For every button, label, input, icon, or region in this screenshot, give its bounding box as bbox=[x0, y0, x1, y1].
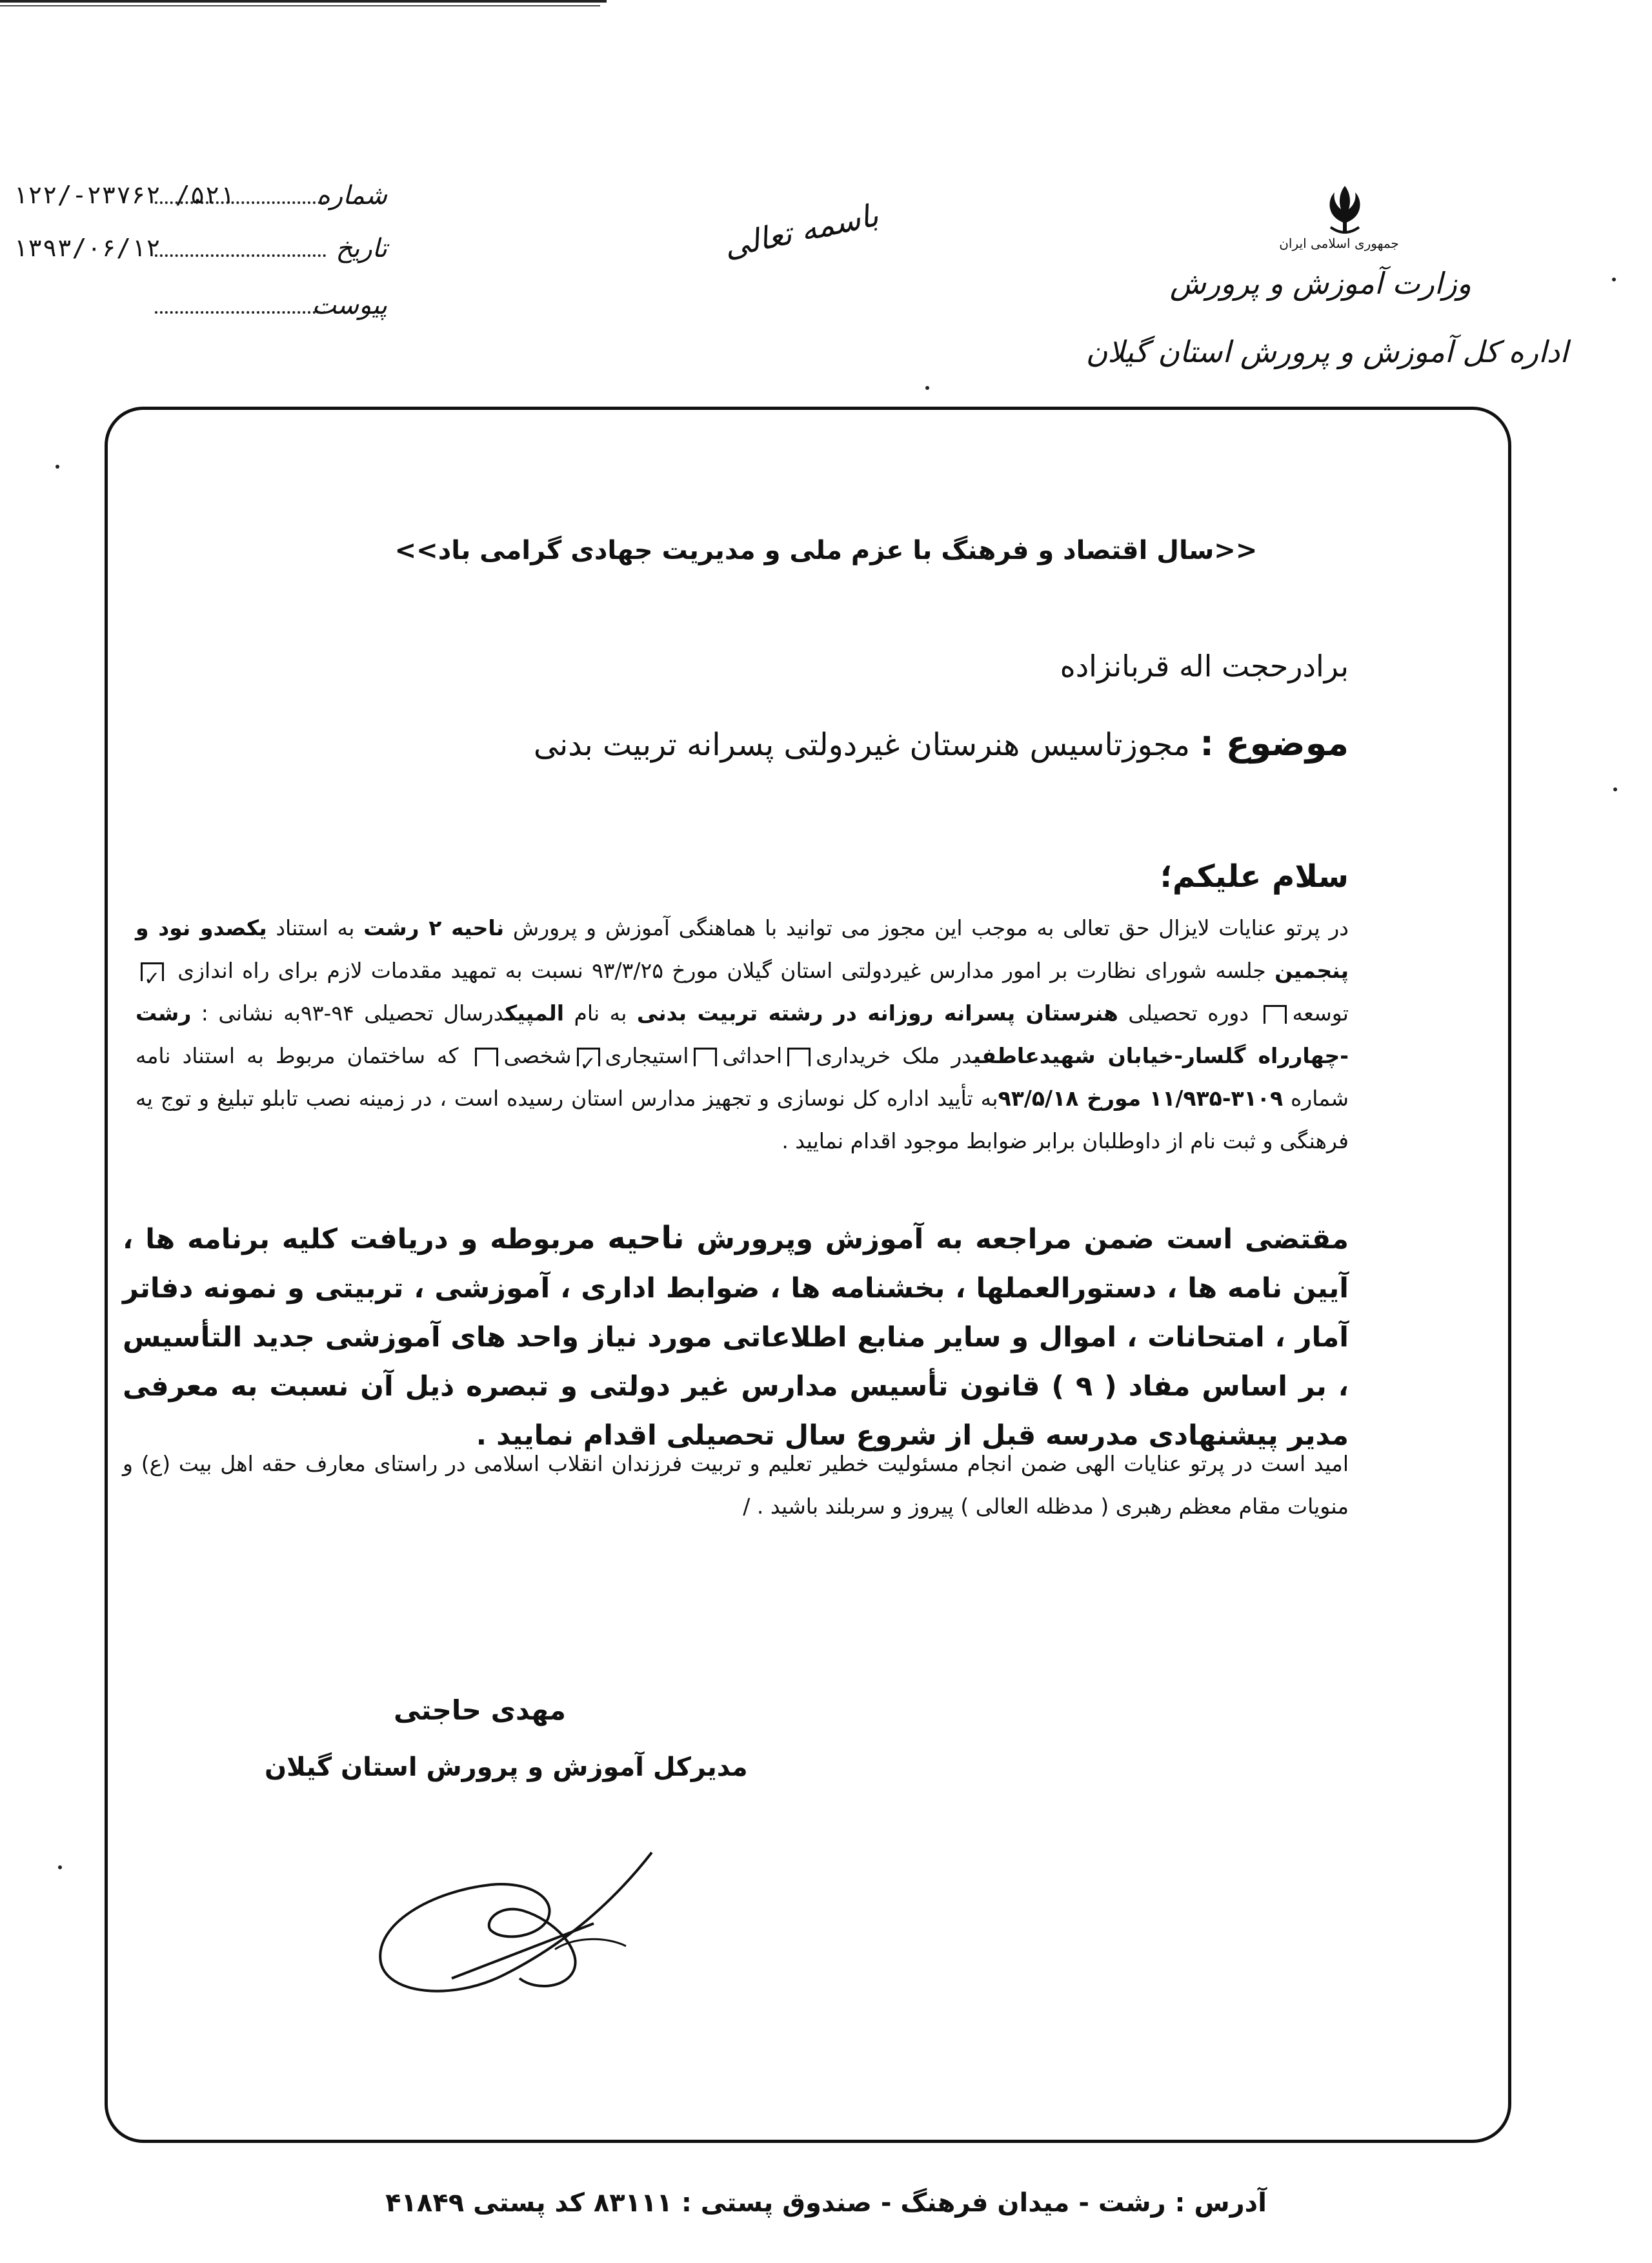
school-name: المپیک bbox=[505, 1000, 565, 1026]
checkbox-purchase bbox=[787, 1048, 811, 1066]
district-word: ناحیه bbox=[607, 1220, 685, 1256]
number-label: شماره bbox=[316, 181, 387, 210]
option-develop-label: توسعه bbox=[1292, 1000, 1349, 1026]
government-label: جمهوری اسلامی ایران bbox=[1279, 236, 1399, 251]
letter-date-field bbox=[13, 234, 387, 272]
session-ordinal: یکصدو نود و پنجمین bbox=[136, 915, 1349, 983]
option-rent-label: استیجاری bbox=[605, 1043, 689, 1068]
attachment-label: پیوست bbox=[312, 290, 387, 320]
signer-title: مدیرکل آموزش و پرورش استان گیلان bbox=[265, 1752, 748, 1782]
scan-speck bbox=[55, 465, 59, 469]
scan-speck bbox=[1613, 787, 1617, 791]
iran-emblem-icon bbox=[1322, 182, 1368, 240]
checkbox-personal bbox=[475, 1048, 498, 1066]
text-run: جلسه شورای نظارت بر امور مدارس غیردولتی استان گیلان مورخ ۹۳/۳/۲۵ نسبت به تمهید مقدمات لازم برای راه اندازی bbox=[169, 958, 1275, 983]
text-run: در ملک bbox=[891, 1043, 973, 1068]
date-label: تاریخ bbox=[336, 234, 387, 263]
bismillah: باسمه تعالی bbox=[720, 197, 881, 265]
ministry-name: وزارت آموزش و پرورش bbox=[1169, 266, 1471, 301]
footer-address: آدرس : رشت - میدان فرهنگ - صندوق پستی : ۸۳۱۱۱ کد پستی ۴۱۸۴۹ bbox=[385, 2188, 1267, 2218]
checkbox-develop bbox=[1264, 1005, 1287, 1024]
paragraph-3: امید است در پرتو عنایات الهی ضمن انجام مسئولیت خطیر تعلیم و تربیت فرزندان انقلاب اسلامی در راستای معارف حقه اهل بیت (ع) و منویات مقام معظم رهبری ( مدظله العالی ) پیروز و سربلند باشید . / bbox=[123, 1451, 1349, 1519]
text-run: مربوطه و دریافت کلیه برنامه ها ، آیین نامه ها ، دستورالعملها ، بخشنامه ها ، ضوابط اداری ، آموزشی ، تربیتی و نمونه دفاتر آمار ، امتحانات ، اموال و سایر منابع اطلاعاتی مورد نیاز واحد های آموزشی جدید التأسیس ، بر اساس مفاد ( ۹ ) قانون تأسیس مدارس غیر دولتی و تبصره ذیل آن نسبت به معرفی مدیر پیشنهادی مدرسه قبل از شروع سال تحصیلی اقدام نمایید . bbox=[123, 1223, 1349, 1452]
greeting: سلام علیکم؛ bbox=[1160, 858, 1349, 895]
office-name: اداره کل آموزش و پرورش استان گیلان bbox=[1085, 334, 1568, 369]
district-name: ناحیه ۲ رشت bbox=[363, 915, 505, 940]
scan-speck bbox=[58, 1865, 62, 1869]
scan-edge-line bbox=[0, 0, 607, 3]
subject-line bbox=[534, 723, 1349, 764]
school-type: هنرستان پسرانه روزانه در رشته تربیت بدنی bbox=[636, 1000, 1118, 1026]
option-personal-label: شخصی bbox=[503, 1043, 572, 1068]
text-run: در پرتو عنایات لایزال حق تعالی به موجب این مجوز می توانید با هماهنگی آموزش و پرورش bbox=[504, 915, 1349, 940]
text-run: مقتضی است ضمن مراجعه به آموزش وپرورش bbox=[684, 1223, 1349, 1255]
paragraph-1 bbox=[136, 907, 1349, 1162]
checkbox-build bbox=[694, 1048, 717, 1066]
date-value: ۱۳۹۳/۰۶/۱۲ bbox=[13, 234, 161, 262]
dotted-line bbox=[155, 254, 326, 257]
option-build-label: احداثی bbox=[722, 1043, 783, 1068]
school-address: رشت -چهارراه گلسار-خیابان شهیدعاطفی bbox=[136, 1000, 1349, 1068]
number-value: ۵۲۱/ ۲۳۷۶۲-/۱۲۲ bbox=[13, 181, 235, 209]
dotted-line bbox=[155, 311, 326, 314]
letter-number-field bbox=[13, 181, 387, 219]
handwritten-signature bbox=[361, 1840, 658, 2007]
text-run: درسال تحصیلی ۹۴-۹۳به نشانی : bbox=[191, 1000, 505, 1026]
text-run: به تأیید اداره کل نوسازی و تجهیز مدارس استان رسیده است ، در زمینه نصب تابلو تبلیغ و توج یه فرهنگی و ثبت نام از داوطلبان برابر ضوابط موجود اقدام نمایید . bbox=[136, 1086, 1349, 1153]
text-run: که ساختمان مربوط به استناد نامه شماره bbox=[136, 1043, 1349, 1111]
checkbox-launch bbox=[141, 962, 164, 981]
scan-speck bbox=[925, 386, 929, 390]
letter-attachment-field bbox=[13, 290, 387, 329]
motto: <<سال اقتصاد و فرهنگ با عزم ملی و مدیریت جهادی گرامی باد>> bbox=[394, 536, 1258, 565]
subject-text: مجوزتاسیس هنرستان غیردولتی پسرانه تربیت بدنی bbox=[533, 727, 1191, 763]
text-run: دوره تحصیلی bbox=[1118, 1000, 1259, 1026]
subject-label: موضوع : bbox=[1200, 723, 1349, 764]
scan-speck bbox=[1612, 278, 1616, 281]
signer-name: مهدی حاجتی bbox=[394, 1694, 567, 1726]
checkbox-rent bbox=[577, 1048, 600, 1066]
text-run: به استناد bbox=[267, 915, 364, 940]
reference-letter-number: ۳۱۰۹-۱۱/۹۳۵ مورخ ۹۳/۵/۱۸ bbox=[998, 1086, 1284, 1111]
scan-edge-line bbox=[0, 5, 600, 6]
paragraph-2 bbox=[123, 1213, 1349, 1460]
recipient: برادرحجت اله قربانزاده bbox=[1060, 649, 1349, 684]
option-purchase-label: خریداری bbox=[816, 1043, 891, 1068]
text-run: به نام bbox=[564, 1000, 637, 1026]
